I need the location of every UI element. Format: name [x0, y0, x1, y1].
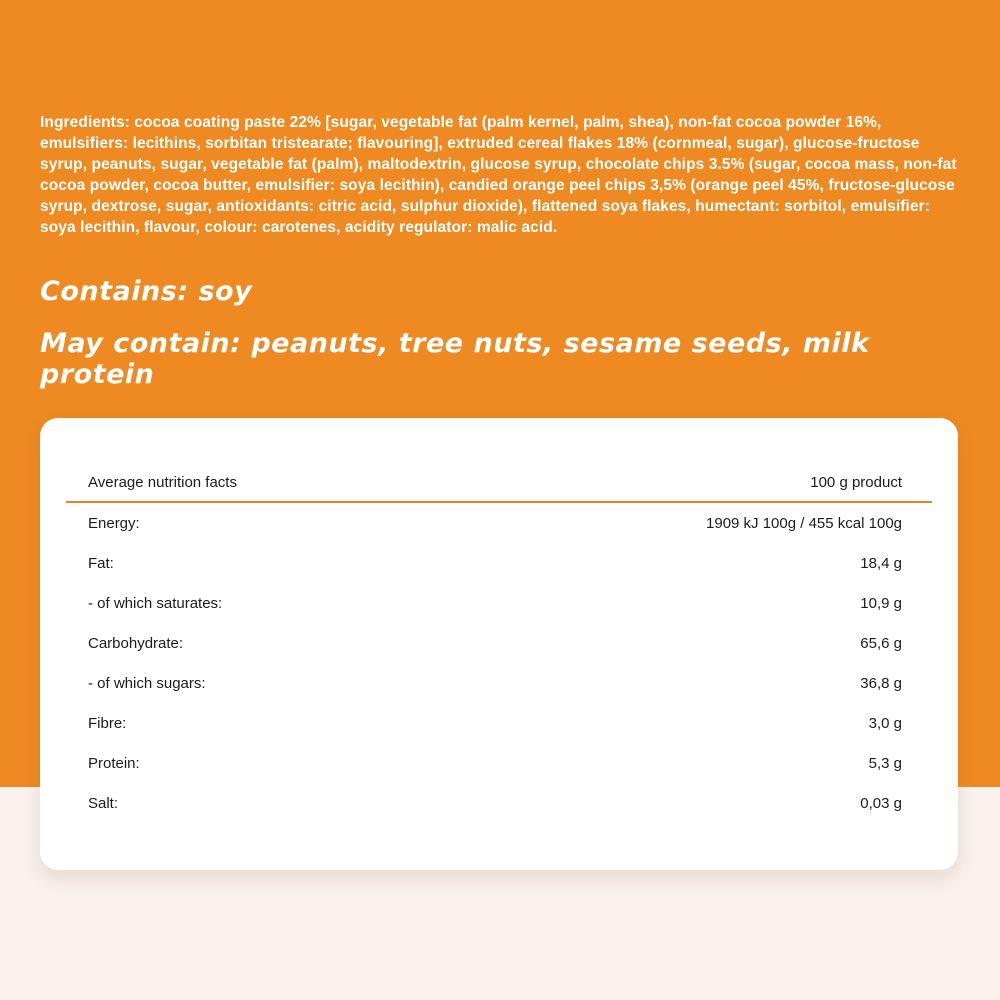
nutrition-table-body — [66, 503, 932, 823]
nutrient-label: Fat: — [88, 554, 114, 572]
nutrition-table-row — [66, 583, 932, 623]
nutrient-value: 18,4 g — [860, 554, 902, 572]
nutrition-table-row — [66, 703, 932, 743]
allergen-contains-text: Contains: soy — [40, 276, 253, 307]
nutrient-value: 0,03 g — [860, 794, 902, 812]
nutrition-header-amount: 100 g product — [810, 474, 902, 491]
nutrient-label: Energy: — [88, 514, 140, 532]
allergen-may-contain-text: May contain: peanuts, tree nuts, sesame seeds, milk protein — [40, 328, 870, 390]
nutrient-label: Salt: — [88, 794, 119, 812]
nutrition-table — [66, 474, 932, 823]
nutrient-label: Protein: — [88, 754, 140, 772]
nutrition-table-header — [66, 474, 932, 503]
nutrient-label: - of which sugars: — [88, 674, 206, 692]
nutrient-value: 10,9 g — [860, 594, 902, 612]
nutrient-label: Carbohydrate: — [88, 634, 184, 652]
nutrition-table-row — [66, 783, 932, 823]
nutrient-label: - of which saturates: — [88, 594, 223, 612]
nutrient-value: 36,8 g — [860, 674, 902, 692]
nutrition-table-row — [66, 743, 932, 783]
nutrition-header-label: Average nutrition facts — [88, 474, 237, 491]
nutrient-value: 5,3 g — [868, 754, 902, 772]
nutrient-value: 1909 kJ 100g / 455 kcal 100g — [706, 514, 902, 532]
nutrition-table-row — [66, 503, 932, 543]
nutrient-value: 65,6 g — [860, 634, 902, 652]
nutrient-label: Fibre: — [88, 714, 127, 732]
nutrition-table-row — [66, 543, 932, 583]
nutrition-table-row — [66, 623, 932, 663]
nutrition-facts-card — [40, 418, 958, 870]
nutrition-table-row — [66, 663, 932, 703]
ingredients-text: Ingredients: cocoa coating paste 22% [sugar, vegetable fat (palm kernel, palm, shea), non-fat cocoa powder 16%, emulsifiers: lecithins, sorbitan tristearate; flavouring], extruded cereal flakes 18% (cornmeal, sugar), glucose-fructose syrup, peanuts, sugar, vegetable fat (palm), maltodextrin, glucose syrup, chocolate chips 3.5% (sugar, cocoa mass, non-fat cocoa powder, cocoa butter, emulsifier: soya lecithin), candied orange peel chips 3,5% (orange peel 45%, fructose-glucose syrup, dextrose, sugar, antioxidants: citric acid, sulphur dioxide), flattened soya flakes, humectant: sorbitol, emulsifier: soya lecithin, flavour, colour: carotenes, acidity regulator: malic acid. — [40, 114, 957, 236]
nutrient-value: 3,0 g — [868, 714, 902, 732]
